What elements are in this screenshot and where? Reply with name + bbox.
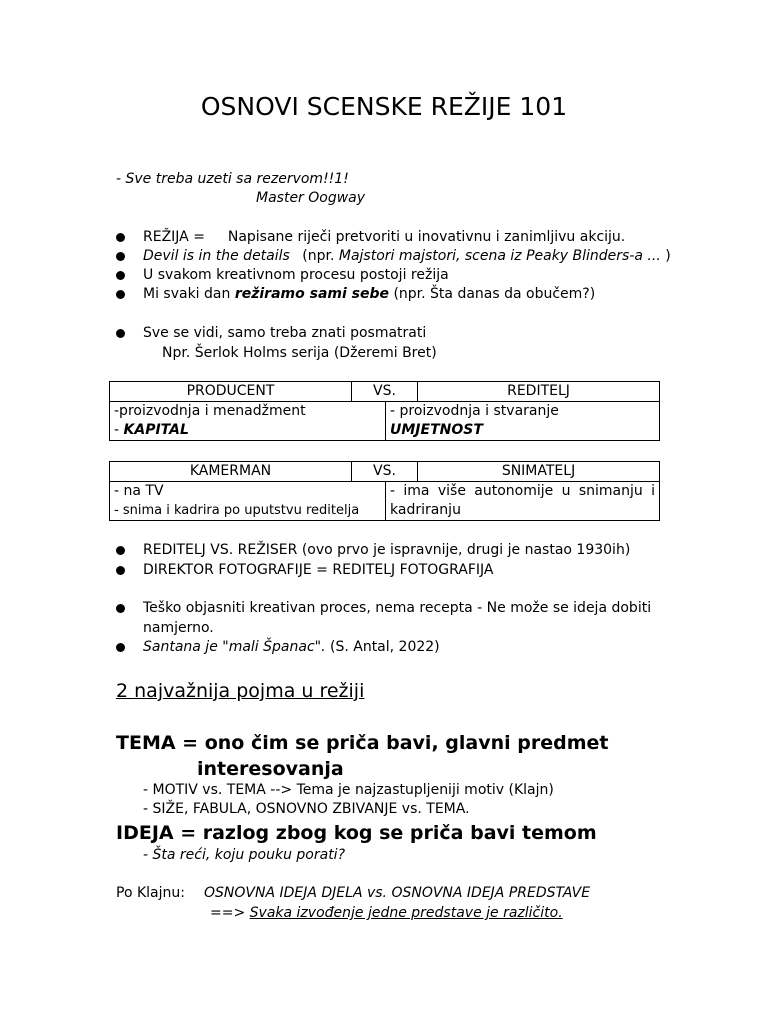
tema-heading-l1: TEMA = ono čim se priča bavi, glavni predmet xyxy=(116,732,609,754)
bullet-santana xyxy=(143,638,440,657)
arrow-text: ==> xyxy=(210,905,250,921)
producent-reditelj-table xyxy=(109,381,660,441)
quote-author: Master Oogway xyxy=(256,190,366,206)
devil-pre: (npr. xyxy=(302,248,339,264)
bullet-icon xyxy=(116,546,125,555)
reditelj-line1: - proizvodnja i stvaranje xyxy=(390,403,559,419)
klajn-conclusion xyxy=(210,904,563,923)
bullet-icon xyxy=(116,604,125,613)
klajn-text: OSNOVNA IDEJA DJELA vs. OSNOVNA IDEJA PREDSTAVE xyxy=(204,885,591,901)
reziramo-pre: Mi svaki dan xyxy=(143,286,235,302)
vs-cell: VS. xyxy=(352,382,418,402)
bullet-devil xyxy=(143,247,671,266)
bullet-posmatrati: Sve se vidi, samo treba znati posmatrati xyxy=(143,325,427,341)
reziramo-bold: režiramo sami sebe xyxy=(234,286,389,302)
producent-line1: -proizvodnja i menadžment xyxy=(114,403,306,419)
ideja-sub: - Šta reći, koju pouku porati? xyxy=(143,847,346,863)
kamerman-head: KAMERMAN xyxy=(110,462,352,482)
tema-sub1: - MOTIV vs. TEMA --> Tema je najzastupljeniji motiv (Klajn) xyxy=(143,782,554,798)
snimatelj-cell xyxy=(386,482,660,521)
klajn-underlined: Svaka izvođenje jedne predstave je različito. xyxy=(249,905,563,921)
kamerman-line2: - snima i kadrira po uputstvu reditelja xyxy=(114,503,360,518)
bullet-icon xyxy=(116,233,125,242)
snimatelj-line1: - ima više autonomije u snimanju i xyxy=(390,483,656,499)
bullet-rezija xyxy=(143,228,625,247)
reditelj-head: REDITELJ xyxy=(418,382,660,402)
bullet-tesko-l2: namjerno. xyxy=(143,620,214,636)
quote-text: - Sve treba uzeti sa rezervom!!1! xyxy=(116,171,349,187)
producent-dash: - xyxy=(114,422,124,438)
rezija-text: Napisane riječi pretvoriti u inovativnu i zanimljivu akciju. xyxy=(227,229,626,245)
bullet-icon xyxy=(116,566,125,575)
tema-sub2: - SIŽE, FABULA, OSNOVNO ZBIVANJE vs. TEMA. xyxy=(143,801,470,817)
bullet-kreativni: U svakom kreativnom procesu postoji režija xyxy=(143,267,449,283)
producent-cell xyxy=(110,402,386,441)
kamerman-line1: - na TV xyxy=(114,483,164,499)
snimatelj-line2: kadriranju xyxy=(390,502,461,518)
bullet-icon xyxy=(116,271,125,280)
reziramo-post: (npr. Šta danas da obučem?) xyxy=(389,286,596,302)
bullet-tesko-l1: Teško objasniti kreativan proces, nema recepta - Ne može se ideja dobiti xyxy=(143,600,652,616)
bullet-icon xyxy=(116,329,125,338)
kamerman-snimatelj-table xyxy=(109,461,660,521)
table-row xyxy=(110,462,660,482)
tema-heading-l2: interesovanja xyxy=(197,758,344,780)
bullet-icon xyxy=(116,252,125,261)
bullet-direktor: DIREKTOR FOTOGRAFIJE = REDITELJ FOTOGRAFIJA xyxy=(143,562,494,578)
devil-example: Majstori majstori, scena iz Peaky Blinders-a ... xyxy=(338,248,661,264)
table-row xyxy=(110,482,660,521)
santana-quote: Santana je "mali Španac". xyxy=(143,639,326,655)
santana-source: (S. Antal, 2022) xyxy=(325,639,440,655)
section-title: 2 najvažnija pojma u režiji xyxy=(116,680,365,702)
table-row xyxy=(110,402,660,441)
bullet-reditelj-reziser: REDITELJ VS. REŽISER (ovo prvo je ispravnije, drugi je nastao 1930ih) xyxy=(143,542,631,558)
producent-head: PRODUCENT xyxy=(110,382,352,402)
devil-post: ) xyxy=(660,248,671,264)
umjetnost-label: UMJETNOST xyxy=(390,422,483,438)
kapital-label: KAPITAL xyxy=(123,422,189,438)
snimatelj-head: SNIMATELJ xyxy=(418,462,660,482)
klajn-label: Po Klajnu: xyxy=(116,885,185,901)
table-row xyxy=(110,382,660,402)
bullet-icon xyxy=(116,643,125,652)
ideja-heading: IDEJA = razlog zbog kog se priča bavi temom xyxy=(116,822,597,844)
bullet-icon xyxy=(116,290,125,299)
vs-cell: VS. xyxy=(352,462,418,482)
sherlock-line: Npr. Šerlok Holms serija (Džeremi Bret) xyxy=(162,345,437,361)
devil-italic: Devil is in the details xyxy=(143,248,290,264)
bullet-reziramo xyxy=(143,285,595,304)
page-title: OSNOVI SCENSKE REŽIJE 101 xyxy=(200,92,568,121)
reditelj-cell xyxy=(386,402,660,441)
producent-line2 xyxy=(114,421,381,440)
kamerman-cell xyxy=(110,482,386,521)
rezija-label: REŽIJA = xyxy=(143,229,205,245)
